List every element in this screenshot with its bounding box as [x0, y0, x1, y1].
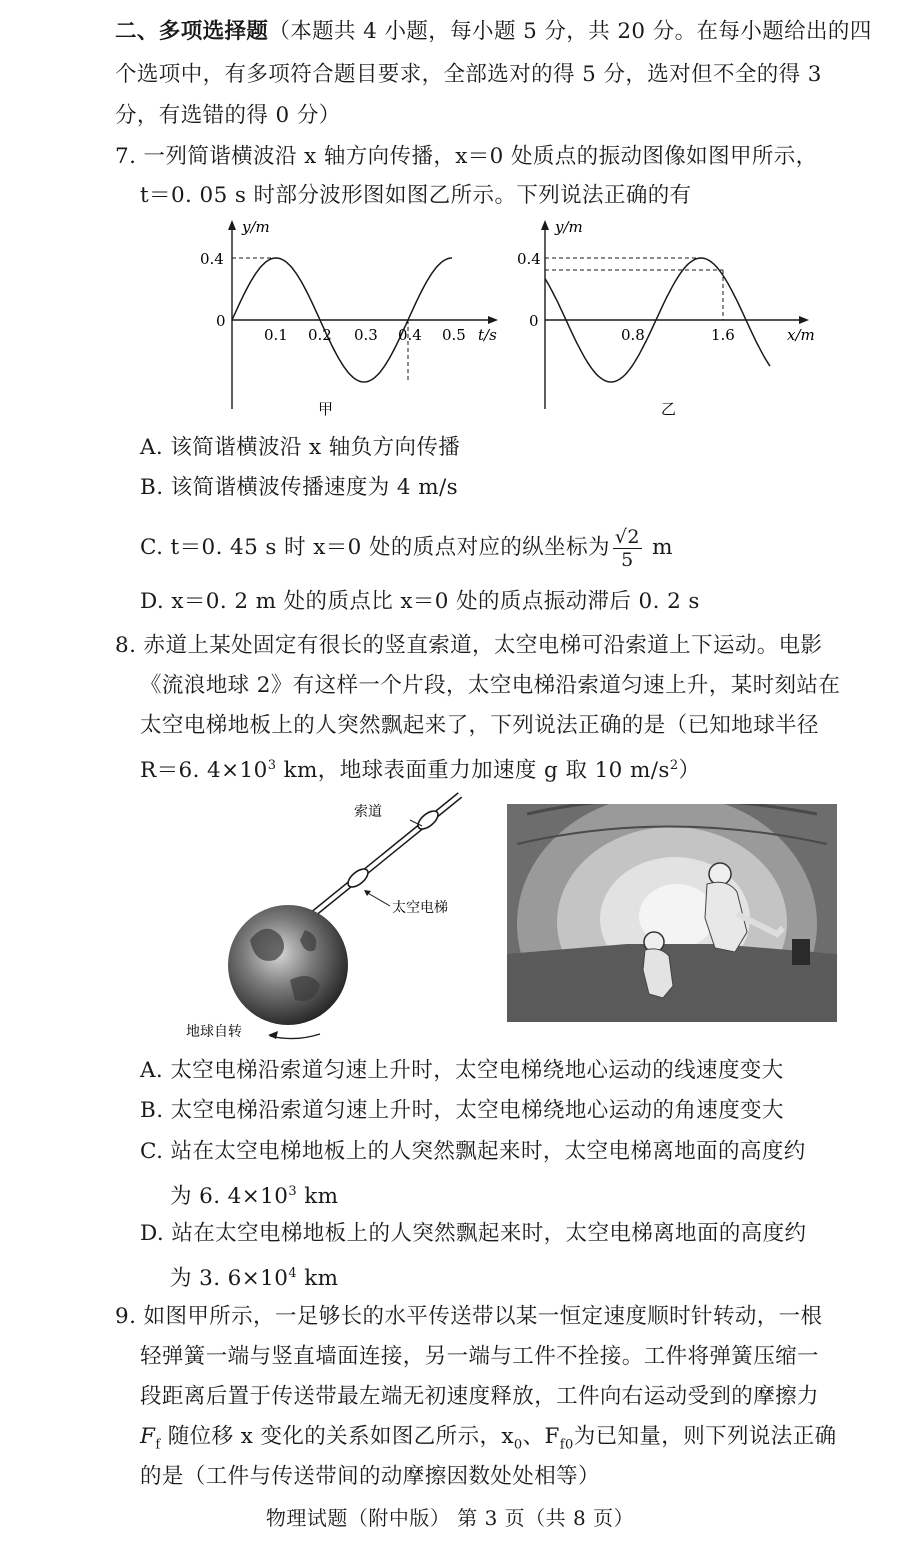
q9-known-text: 为已知量，则下列说法正确: [573, 1424, 837, 1449]
jia-caption: 甲: [318, 400, 334, 418]
q8-option-c-exponent: 3: [288, 1184, 298, 1199]
q7-figure-yi: [505, 214, 825, 424]
yi-xtick-1.6: 1.6: [711, 326, 735, 344]
section-header-line-1: [115, 12, 880, 52]
jia-x-arrow: [488, 316, 498, 324]
q7-figure-jia: [190, 214, 510, 424]
q7-option-c-unit: m: [652, 535, 673, 560]
q8-movie-still-image: [507, 804, 837, 1022]
jia-ylabel: y/m: [242, 218, 270, 236]
yi-y-arrow: [541, 220, 549, 230]
q7-option-c-text: C. t＝0. 45 s 时 x＝0 处的质点对应的纵坐标为: [140, 535, 610, 560]
q8-option-c-value: 为 6. 4×10: [170, 1184, 289, 1210]
yi-origin: 0: [529, 312, 539, 330]
jia-xtick-0.2: 0.2: [308, 326, 332, 344]
rotation-arrow-curve: [270, 1034, 320, 1039]
q7-option-d: D. x＝0. 2 m 处的质点比 x＝0 处的质点振动滞后 0. 2 s: [140, 589, 700, 614]
q7-stem-line-2: t＝0. 05 s 时部分波形图如图乙所示。下列说法正确的有: [140, 183, 692, 208]
q9-stem-line-2: 轻弹簧一端与竖直墙面连接，另一端与工件不拴接。工件将弹簧压缩一: [140, 1344, 819, 1369]
section-header-line-3: 分，有选错的得 0 分）: [115, 103, 341, 128]
q8-gravity-text: km，地球表面重力加速度 g 取 10 m/s: [276, 758, 670, 784]
jia-xtick-0.1: 0.1: [264, 326, 288, 344]
yi-ylabel: y/m: [555, 218, 583, 236]
q8-option-c-line-1: C. 站在太空电梯地板上的人突然飘起来时，太空电梯离地面的高度约: [140, 1139, 806, 1164]
q7-option-b: B. 该简谐横波传播速度为 4 m/s: [140, 475, 459, 500]
elevator-pointer-arrow: [364, 890, 371, 896]
q8-stem-line-3: 太空电梯地板上的人突然飘起来了，下列说法正确的是（已知地球半径: [140, 713, 819, 738]
yi-ytick: 0.4: [517, 250, 541, 268]
yi-caption: 乙: [661, 400, 677, 418]
section-header-line-2: 个选项中，有多项符合题目要求，全部选对的得 5 分，选对但不全的得 3: [115, 62, 822, 87]
page-footer: 物理试题（附中版） 第 3 页（共 8 页）: [265, 1506, 635, 1530]
q8-gravity-exponent: 2: [669, 758, 679, 773]
jia-ytick: 0.4: [200, 250, 224, 268]
q8-option-c-unit: km: [297, 1184, 339, 1210]
q7-option-a: A. 该简谐横波沿 x 轴负方向传播: [140, 435, 461, 460]
section-title: 二、多项选择题: [115, 19, 269, 44]
q8-stem-line-2: 《流浪地球 2》有这样一个片段，太空电梯沿索道匀速上升，某时刻站在: [140, 673, 841, 698]
jia-xtick-0.3: 0.3: [354, 326, 378, 344]
fraction-numerator: √2: [614, 525, 640, 548]
q9-x0-subscript: 0: [513, 1437, 523, 1453]
q9-stem-line-1: 9. 如图甲所示，一足够长的水平传送带以某一恒定速度顺时针转动，一根: [115, 1304, 823, 1329]
jia-origin: 0: [216, 312, 226, 330]
cable-ring-icon: [415, 808, 441, 833]
yi-xlabel: x/m: [787, 326, 815, 344]
q7-stem-line-1: 7. 一列简谐横波沿 x 轴方向传播，x＝0 处质点的振动图像如图甲所示，: [115, 144, 818, 169]
q8-option-d-line-2: [170, 1254, 880, 1299]
rotation-label: 地球自转: [186, 1024, 242, 1040]
section-instructions: （本题共 4 小题，每小题 5 分，共 20 分。在每小题给出的四: [268, 19, 872, 44]
jia-xlabel: t/s: [478, 326, 497, 344]
q8-elevator-diagram: [170, 790, 490, 1040]
q8-stem-line-1: 8. 赤道上某处固定有很长的竖直索道，太空电梯可沿索道上下运动。电影: [115, 633, 823, 658]
q9-ff0-subscript: f0: [559, 1437, 574, 1453]
q8-option-d-exponent: 4: [288, 1266, 298, 1281]
jia-xtick-0.4: 0.4: [398, 326, 422, 344]
jia-xtick-0.5: 0.5: [442, 326, 466, 344]
fraction-denominator: 5: [621, 548, 634, 571]
elevator-label: 太空电梯: [392, 900, 448, 916]
q8-stem-line-4: [140, 746, 880, 791]
q8-stem-close: ）: [678, 758, 701, 784]
q9-friction-symbol: F: [140, 1424, 156, 1449]
earth-globe-icon: [228, 905, 348, 1025]
cabin-panel: [792, 939, 810, 965]
cable-label: 索道: [354, 804, 382, 820]
q8-option-d-value: 为 3. 6×10: [170, 1266, 289, 1292]
elevator-label-pointer: [366, 892, 390, 906]
q9-stem-line-5: 的是（工件与传送带间的动摩擦因数处处相等）: [140, 1464, 600, 1489]
q8-option-d-line-1: D. 站在太空电梯地板上的人突然飘起来时，太空电梯离地面的高度约: [140, 1221, 807, 1246]
astronaut-1-helmet-icon: [709, 863, 731, 885]
q8-option-c-line-2: [170, 1172, 880, 1217]
q9-friction-subscript: f: [155, 1437, 161, 1453]
elevator-ring-icon: [345, 866, 371, 891]
q9-ff0-symbol: 、F: [522, 1424, 560, 1449]
movie-still-drawing: [507, 804, 837, 1022]
q8-option-b: B. 太空电梯沿索道匀速上升时，太空电梯绕地心运动的角速度变大: [140, 1098, 784, 1123]
q9-stem-line-3: 段距离后置于传送带最左端无初速度释放，工件向右运动受到的摩擦力: [140, 1384, 819, 1409]
yi-x-arrow: [799, 316, 809, 324]
q8-radius-exponent: 3: [267, 758, 277, 773]
q9-relation-text: 随位移 x 变化的关系如图乙所示，x: [160, 1424, 514, 1449]
q8-option-a: A. 太空电梯沿索道匀速上升时，太空电梯绕地心运动的线速度变大: [140, 1058, 784, 1083]
q7-option-c-fraction: [613, 526, 642, 571]
q8-option-d-unit: km: [297, 1266, 339, 1292]
q8-radius-text: R＝6. 4×10: [140, 758, 268, 784]
q7-option-c: [140, 518, 880, 578]
jia-y-arrow: [228, 220, 236, 230]
yi-xtick-0.8: 0.8: [621, 326, 645, 344]
